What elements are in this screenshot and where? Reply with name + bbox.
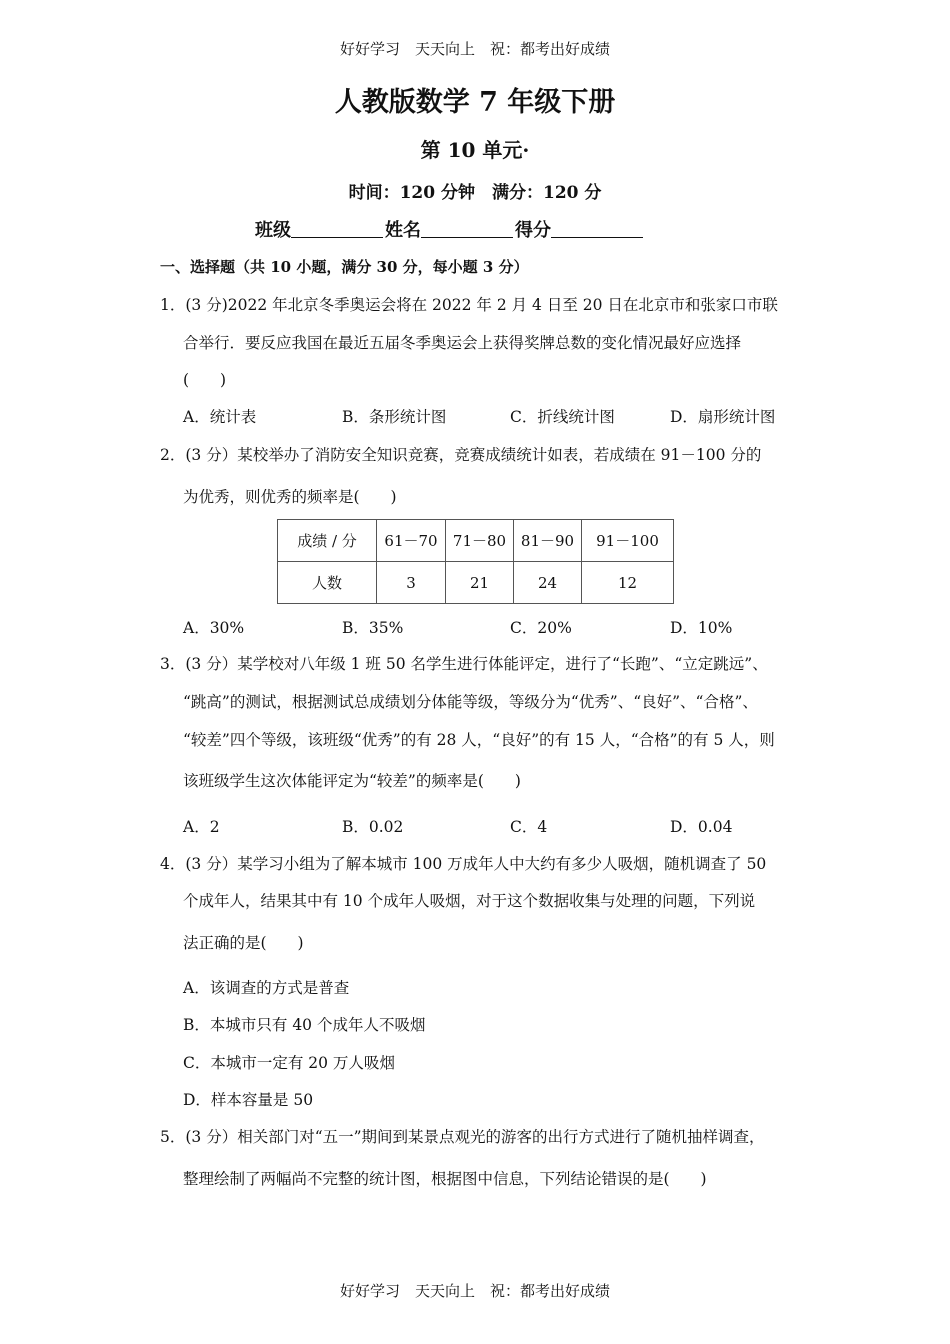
q2-option-d: D．10% [670, 619, 733, 637]
class-label: 班级 [255, 220, 291, 241]
score-blank [551, 219, 643, 238]
table-cell: 3 [377, 562, 446, 604]
q3-option-a: A．2 [183, 818, 220, 836]
table-cell: 24 [514, 562, 582, 604]
q1-option-b: B．条形统计图 [342, 408, 447, 426]
question-1-line-2: 合举行．要反应我国在最近五届冬季奥运会上获得奖牌总数的变化情况最好应选择 [183, 334, 742, 352]
student-info [255, 216, 645, 242]
q1-option-d: D．扇形统计图 [670, 408, 776, 426]
q4-option-c: C．本城市一定有 20 万人吸烟 [183, 1054, 395, 1072]
table-cell: 成绩 / 分 [278, 520, 377, 562]
q1-option-a: A．统计表 [183, 408, 257, 426]
page-footer: 好好学习 天天向上 祝：都考出好成绩 [339, 1282, 610, 1300]
name-label: 姓名 [385, 220, 421, 241]
table-cell: 71－80 [446, 520, 514, 562]
score-table [277, 519, 674, 604]
table-cell: 21 [446, 562, 514, 604]
q2-option-b: B．35% [342, 619, 404, 637]
section-heading: 一、选择题（共 10 小题，满分 30 分，每小题 3 分） [160, 258, 529, 276]
q3-option-d: D．0.04 [670, 818, 733, 836]
question-5-line-2: 整理绘制了两幅尚不完整的统计图，根据图中信息，下列结论错误的是( ) [183, 1170, 707, 1188]
q4-option-a: A．该调查的方式是普查 [183, 979, 350, 997]
q1-option-c: C．折线统计图 [510, 408, 615, 426]
table-cell: 61－70 [377, 520, 446, 562]
table-cell: 12 [582, 562, 674, 604]
unit-subtitle: 第 10 单元· [420, 138, 530, 162]
q4-option-b: B．本城市只有 40 个成年人不吸烟 [183, 1016, 426, 1034]
question-3-line-2: “跳高”的测试，根据测试总成绩划分体能等级，等级分为“优秀”、“良好”、“合格”、 [183, 693, 758, 711]
question-3-line-3: “较差”四个等级，该班级“优秀”的有 28 人，“良好”的有 15 人，“合格”的有 5 人，则 [183, 731, 775, 749]
table-cell: 人数 [278, 562, 377, 604]
question-4-line-3: 法正确的是( ) [183, 934, 304, 952]
name-blank [421, 219, 513, 238]
q2-option-c: C．20% [510, 619, 572, 637]
q4-option-d: D．样本容量是 50 [183, 1091, 314, 1109]
q3-option-b: B．0.02 [342, 818, 404, 836]
score-label: 得分 [515, 220, 551, 241]
table-row [278, 562, 674, 604]
question-4-line-1: 4．(3 分）某学习小组为了解本城市 100 万成年人中大约有多少人吸烟，随机调查了 50 [160, 855, 767, 873]
question-3-line-1: 3．(3 分）某学校对八年级 1 班 50 名学生进行体能评定，进行了“长跑”、“立定跳远”、 [160, 655, 768, 673]
question-5-line-1: 5．(3 分）相关部门对“五一”期间到某景点观光的游客的出行方式进行了随机抽样调查， [160, 1128, 765, 1146]
q3-option-c: C．4 [510, 818, 548, 836]
time-info: 时间：120 分钟 满分：120 分 [348, 183, 602, 203]
page-title: 人教版数学 7 年级下册 [334, 87, 616, 118]
question-2-line-1: 2．(3 分）某校举办了消防安全知识竞赛，竞赛成绩统计如表，若成绩在 91－100 分的 [160, 446, 762, 464]
question-1-line-3: ( ) [183, 371, 227, 389]
q2-option-a: A．30% [183, 619, 245, 637]
class-blank [291, 219, 383, 238]
table-cell: 81－90 [514, 520, 582, 562]
table-cell: 91－100 [582, 520, 674, 562]
page-header: 好好学习 天天向上 祝：都考出好成绩 [339, 40, 610, 58]
question-2-line-2: 为优秀，则优秀的频率是( ) [183, 488, 397, 506]
question-4-line-2: 个成年人，结果其中有 10 个成年人吸烟，对于这个数据收集与处理的问题，下列说 [183, 892, 756, 910]
question-3-line-4: 该班级学生这次体能评定为“较差”的频率是( ) [183, 772, 521, 790]
table-row [278, 520, 674, 562]
question-1-line-1: 1．(3 分)2022 年北京冬季奥运会将在 2022 年 2 月 4 日至 20 日在北京市和张家口市联 [160, 296, 778, 314]
